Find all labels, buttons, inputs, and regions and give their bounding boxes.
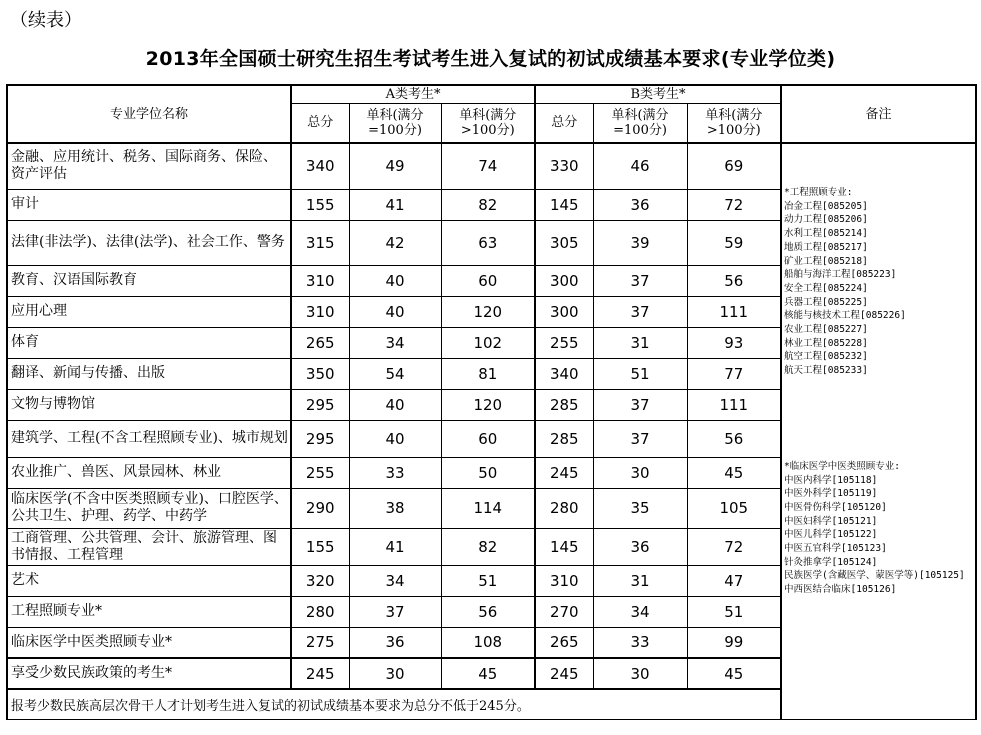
- row-name: 审计: [7, 189, 291, 220]
- cell-b-single-gt100: 99: [687, 627, 781, 658]
- header-group-a: A类考生*: [291, 85, 535, 103]
- header-b-single-gt100-line2: >100分): [706, 122, 761, 138]
- cell-b-single-gt100: 105: [687, 488, 781, 528]
- cell-a-single-100: 37: [349, 596, 441, 627]
- header-a-single-100-line1: 单科(满分: [366, 107, 424, 123]
- cell-b-single-100: 36: [593, 528, 687, 565]
- header-remarks: 备注: [781, 85, 976, 143]
- tcm-remark-item: 中西医结合临床[105126]: [784, 584, 897, 596]
- cell-a-single-gt100: 120: [441, 389, 535, 420]
- row-name: 金融、应用统计、税务、国际商务、保险、资产评估: [7, 143, 291, 189]
- row-name: 翻译、新闻与传播、出版: [7, 358, 291, 389]
- cell-a-total: 290: [291, 488, 349, 528]
- cell-b-single-100: 31: [593, 565, 687, 596]
- cell-a-single-100: 30: [349, 658, 441, 689]
- continued-label: （续表）: [10, 10, 82, 31]
- cell-b-single-gt100: 72: [687, 528, 781, 565]
- cell-b-single-gt100: 56: [687, 265, 781, 296]
- header-group-b: B类考生*: [535, 85, 781, 103]
- engineering-remark-item: 安全工程[085224]: [784, 282, 868, 294]
- cell-a-single-gt100: 108: [441, 627, 535, 658]
- cell-b-total: 255: [535, 327, 593, 358]
- cell-a-single-gt100: 74: [441, 143, 535, 189]
- cell-b-total: 310: [535, 565, 593, 596]
- header-a-total: 总分: [291, 103, 349, 143]
- header-b-single-100-line1: 单科(满分: [611, 107, 669, 123]
- cell-a-single-100: 34: [349, 565, 441, 596]
- cell-a-single-gt100: 114: [441, 488, 535, 528]
- cell-a-total: 155: [291, 189, 349, 220]
- row-name: 工程照顾专业*: [7, 596, 291, 627]
- row-name: 建筑学、工程(不含工程照顾专业)、城市规划: [7, 420, 291, 457]
- engineering-remark-item: 兵器工程[085225]: [784, 296, 868, 308]
- cell-b-total: 280: [535, 488, 593, 528]
- cell-b-single-100: 46: [593, 143, 687, 189]
- cell-b-single-100: 30: [593, 658, 687, 689]
- cell-a-single-gt100: 50: [441, 457, 535, 488]
- cell-b-single-100: 33: [593, 627, 687, 658]
- score-table: [6, 84, 977, 720]
- cell-b-single-gt100: 111: [687, 296, 781, 327]
- cell-a-single-100: 41: [349, 189, 441, 220]
- tcm-remark-item: 民族医学(含藏医学、蒙医学等)[105125]: [784, 570, 965, 582]
- cell-b-single-gt100: 59: [687, 220, 781, 265]
- engineering-remark-item: 矿业工程[085218]: [784, 255, 868, 267]
- cell-a-total: 155: [291, 528, 349, 565]
- cell-a-single-gt100: 82: [441, 189, 535, 220]
- cell-a-single-gt100: 120: [441, 296, 535, 327]
- tcm-remarks: [784, 378, 973, 597]
- cell-a-total: 310: [291, 265, 349, 296]
- header-a-single-gt100: [441, 103, 535, 143]
- cell-b-single-100: 30: [593, 457, 687, 488]
- header-b-single-100-line2: =100分): [613, 122, 667, 138]
- cell-a-single-100: 34: [349, 327, 441, 358]
- cell-b-total: 340: [535, 358, 593, 389]
- tcm-remark-item: 中医内科学[105118]: [784, 474, 878, 486]
- cell-a-single-gt100: 60: [441, 265, 535, 296]
- cell-b-total: 270: [535, 596, 593, 627]
- cell-a-total: 280: [291, 596, 349, 627]
- cell-a-total: 295: [291, 420, 349, 457]
- cell-a-single-100: 38: [349, 488, 441, 528]
- cell-b-single-100: 37: [593, 389, 687, 420]
- engineering-remark-item: 船舶与海洋工程[085223]: [784, 269, 897, 281]
- cell-a-single-100: 41: [349, 528, 441, 565]
- cell-a-total: 340: [291, 143, 349, 189]
- cell-b-single-gt100: 111: [687, 389, 781, 420]
- engineering-remark-item: 水利工程[085214]: [784, 228, 868, 240]
- cell-b-total: 330: [535, 143, 593, 189]
- cell-a-single-100: 40: [349, 296, 441, 327]
- cell-a-total: 315: [291, 220, 349, 265]
- cell-b-total: 300: [535, 296, 593, 327]
- cell-a-total: 275: [291, 627, 349, 658]
- cell-b-total: 265: [535, 627, 593, 658]
- cell-a-single-gt100: 102: [441, 327, 535, 358]
- engineering-remark-item: 航空工程[085232]: [784, 351, 868, 363]
- cell-a-single-gt100: 56: [441, 596, 535, 627]
- cell-b-single-gt100: 69: [687, 143, 781, 189]
- cell-b-single-100: 31: [593, 327, 687, 358]
- cell-a-single-gt100: 51: [441, 565, 535, 596]
- header-b-single-100: [593, 103, 687, 143]
- tcm-remark-item: 中医外科学[105119]: [784, 488, 878, 500]
- cell-b-single-100: 35: [593, 488, 687, 528]
- cell-b-single-100: 37: [593, 420, 687, 457]
- cell-b-total: 285: [535, 389, 593, 420]
- cell-a-single-gt100: 63: [441, 220, 535, 265]
- row-name: 临床医学(不含中医类照顾专业)、口腔医学、公共卫生、护理、药学、中药学: [7, 488, 291, 528]
- tcm-remark-item: 中医骨伤科学[105120]: [784, 501, 887, 513]
- cell-b-single-gt100: 47: [687, 565, 781, 596]
- header-b-single-gt100: [687, 103, 781, 143]
- header-a-single-100-line2: =100分): [368, 122, 422, 138]
- cell-b-total: 145: [535, 528, 593, 565]
- cell-a-single-100: 36: [349, 627, 441, 658]
- engineering-remark-item: 地质工程[085217]: [784, 241, 868, 253]
- cell-a-total: 245: [291, 658, 349, 689]
- cell-b-single-gt100: 45: [687, 457, 781, 488]
- row-name: 文物与博物馆: [7, 389, 291, 420]
- row-name: 法律(非法学)、法律(法学)、社会工作、警务: [7, 220, 291, 265]
- cell-b-single-100: 51: [593, 358, 687, 389]
- cell-b-single-100: 37: [593, 265, 687, 296]
- row-name: 教育、汉语国际教育: [7, 265, 291, 296]
- row-name: 享受少数民族政策的考生*: [7, 658, 291, 689]
- cell-a-single-100: 40: [349, 420, 441, 457]
- cell-b-single-gt100: 45: [687, 658, 781, 689]
- cell-b-single-gt100: 72: [687, 189, 781, 220]
- row-name: 农业推广、兽医、风景园林、林业: [7, 457, 291, 488]
- tcm-remark-item: 中医妇科学[105121]: [784, 515, 878, 527]
- row-name: 体育: [7, 327, 291, 358]
- engineering-remarks-title: *工程照顾专业:: [784, 187, 853, 198]
- cell-b-single-100: 34: [593, 596, 687, 627]
- cell-a-single-gt100: 60: [441, 420, 535, 457]
- cell-b-total: 145: [535, 189, 593, 220]
- tcm-remark-item: 针灸推拿学[105124]: [784, 556, 878, 568]
- cell-b-single-gt100: 77: [687, 358, 781, 389]
- tcm-remark-item: 中医儿科学[105122]: [784, 529, 878, 541]
- cell-a-total: 310: [291, 296, 349, 327]
- cell-b-single-100: 39: [593, 220, 687, 265]
- header-a-single-gt100-line1: 单科(满分: [459, 107, 517, 123]
- cell-b-single-100: 37: [593, 296, 687, 327]
- cell-a-total: 265: [291, 327, 349, 358]
- table-row: [7, 143, 976, 189]
- remarks-cell: [781, 143, 976, 719]
- header-b-single-gt100-line1: 单科(满分: [705, 107, 763, 123]
- cell-a-single-100: 33: [349, 457, 441, 488]
- cell-a-single-100: 42: [349, 220, 441, 265]
- header-b-total: 总分: [535, 103, 593, 143]
- cell-a-single-gt100: 45: [441, 658, 535, 689]
- page-title: 2013年全国硕士研究生招生考试考生进入复试的初试成绩基本要求(专业学位类): [145, 48, 836, 70]
- header-a-single-100: [349, 103, 441, 143]
- header-name: 专业学位名称: [7, 85, 291, 143]
- cell-b-total: 245: [535, 457, 593, 488]
- engineering-remark-item: 林业工程[085228]: [784, 337, 868, 349]
- cell-b-total: 245: [535, 658, 593, 689]
- cell-a-single-gt100: 81: [441, 358, 535, 389]
- cell-a-total: 320: [291, 565, 349, 596]
- cell-b-total: 285: [535, 420, 593, 457]
- header-row-1: [7, 85, 976, 103]
- row-name: 艺术: [7, 565, 291, 596]
- row-name: 工商管理、公共管理、会计、旅游管理、图书情报、工程管理: [7, 528, 291, 565]
- cell-a-single-100: 49: [349, 143, 441, 189]
- cell-b-total: 305: [535, 220, 593, 265]
- cell-a-single-100: 54: [349, 358, 441, 389]
- cell-a-total: 255: [291, 457, 349, 488]
- cell-a-single-gt100: 82: [441, 528, 535, 565]
- cell-a-total: 295: [291, 389, 349, 420]
- footer-note: 报考少数民族高层次骨干人才计划考生进入复试的初试成绩基本要求为总分不低于245分。: [7, 689, 781, 719]
- row-name: 临床医学中医类照顾专业*: [7, 627, 291, 658]
- engineering-remarks: [784, 144, 973, 378]
- cell-b-single-gt100: 93: [687, 327, 781, 358]
- cell-b-single-gt100: 51: [687, 596, 781, 627]
- cell-a-single-100: 40: [349, 389, 441, 420]
- tcm-remark-item: 中医五官科学[105123]: [784, 543, 887, 555]
- cell-b-single-100: 36: [593, 189, 687, 220]
- tcm-remarks-title: *临床医学中医类照顾专业:: [784, 460, 900, 472]
- engineering-remark-item: 冶金工程[085205]: [784, 200, 868, 212]
- cell-b-total: 300: [535, 265, 593, 296]
- cell-b-single-gt100: 56: [687, 420, 781, 457]
- row-name: 应用心理: [7, 296, 291, 327]
- header-a-single-gt100-line2: >100分): [460, 122, 515, 138]
- engineering-remark-item: 航天工程[085233]: [784, 365, 868, 377]
- cell-a-total: 350: [291, 358, 349, 389]
- engineering-remark-item: 动力工程[085206]: [784, 214, 868, 226]
- cell-a-single-100: 40: [349, 265, 441, 296]
- engineering-remark-item: 农业工程[085227]: [784, 324, 868, 336]
- engineering-remark-item: 核能与核技术工程[085226]: [784, 310, 906, 322]
